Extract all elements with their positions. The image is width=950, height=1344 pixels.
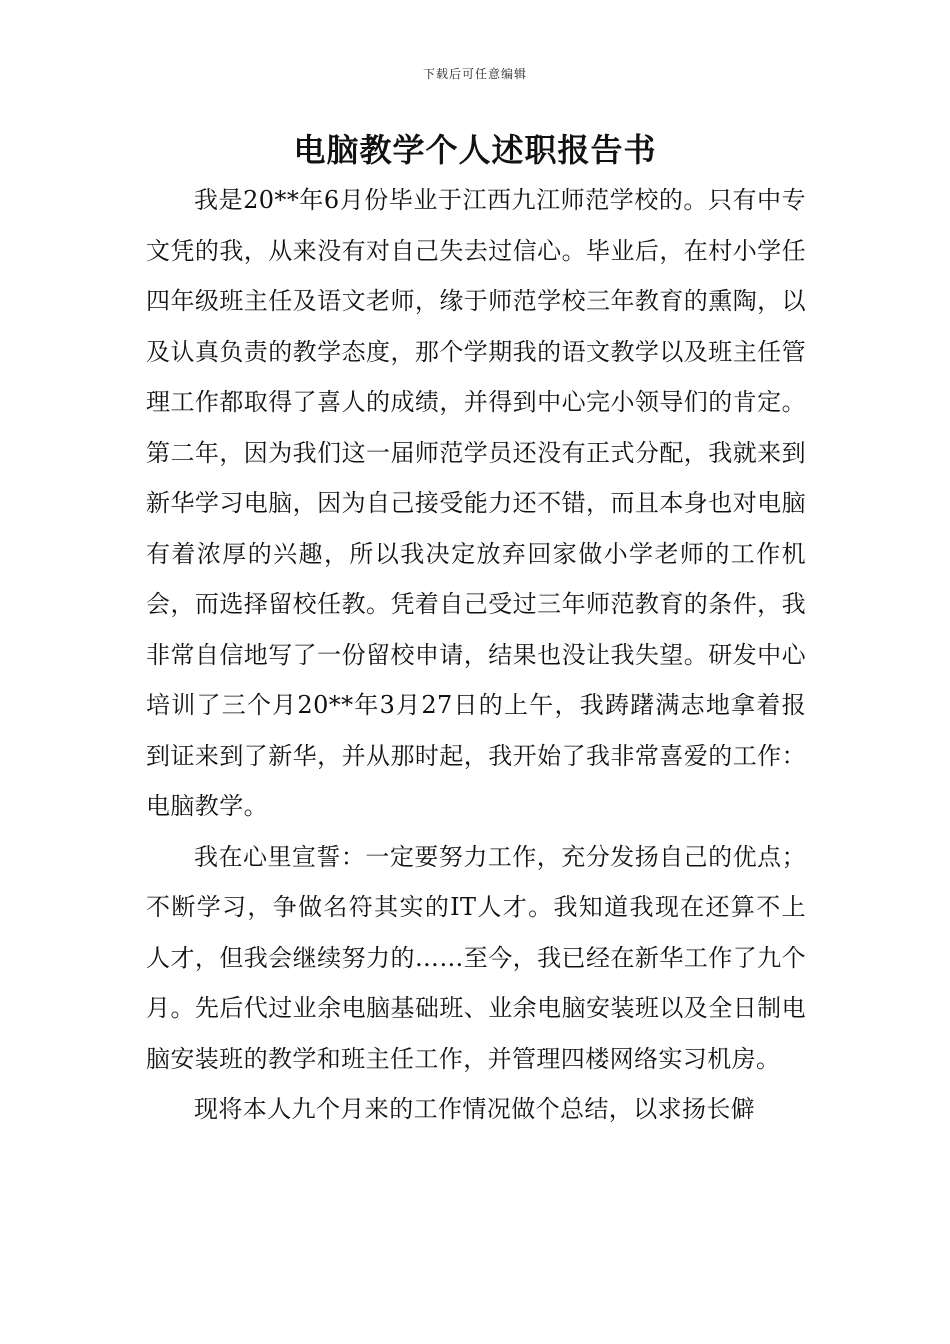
header-note: 下载后可任意编辑	[422, 67, 527, 81]
paragraph-2: 我在心里宣誓：一定要努力工作，充分发扬自己的优点；不断学习，争做名符其实的IT人才。我知道我现在还算不上人才，但我会继续努力的……至今，我已经在新华工作了九个月。先后代过业余电脑基础班、业余电脑安装班以及全日制电脑安装班的教学和班主任工作，并管理四楼网络实习机房。	[146, 842, 806, 1073]
document-body	[146, 175, 806, 1135]
paragraph-1: 我是20**年6月份毕业于江西九江师范学校的。只有中专文凭的我，从来没有对自己失去过信心。毕业后，在村小学任四年级班主任及语文老师，缘于师范学校三年教育的熏陶，以及认真负责的教学态度，那个学期我的语文教学以及班主任管理工作都取得了喜人的成绩，并得到中心完小领导们的肯定。第二年，因为我们这一届师范学员还没有正式分配，我就来到新华学习电脑，因为自己接受能力还不错，而且本身也对电脑有着浓厚的兴趣，所以我决定放弃回家做小学老师的工作机会，而选择留校任教。凭着自己受过三年师范教育的条件，我非常自信地写了一份留校申请，结果也没让我失望。研发中心培训了三个月20**年3月27日的上午，我踌躇满志地拿着报到证来到了新华，并从那时起，我开始了我非常喜爱的工作：电脑教学。	[146, 186, 806, 820]
paragraph-3: 现将本人九个月来的工作情况做个总结，以求扬长僻	[194, 1095, 756, 1123]
document-title: 电脑教学个人述职报告书	[293, 131, 657, 169]
